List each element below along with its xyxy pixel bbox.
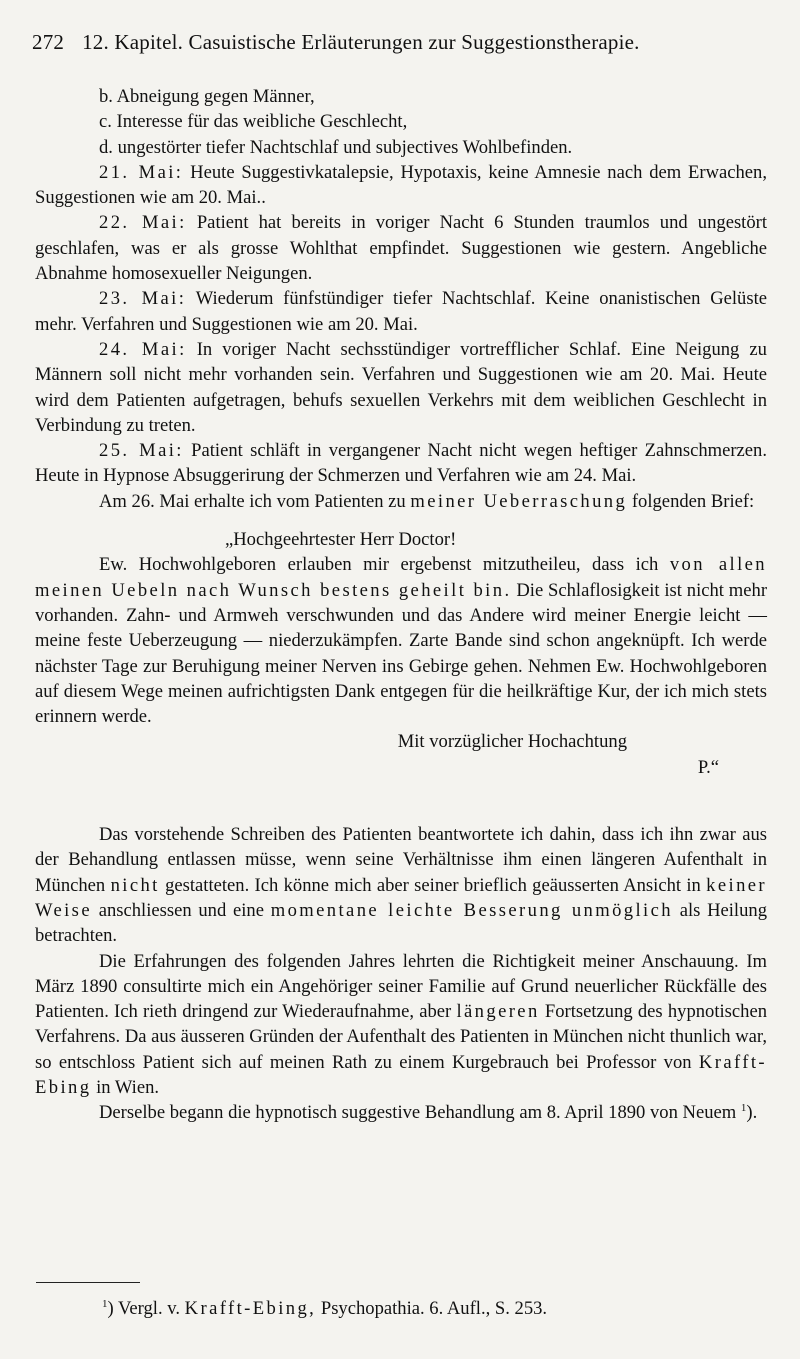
reply-emphasis-2: keiner Weise [35,874,768,921]
experience-text-b: Fortsetzung des hypnotischen Verfahrens. Da aus äusseren Gründen der Aufenthalt des Patienten in München nicht thunlich war, so entschloss Patient sich auf meinen Rath zu einem Kurgebrauch bei Professor von [35,1001,767,1073]
reply-text-b: gestatteten. Ich könne mich aber seiner brieflich geäusserten Ansicht in [165,874,701,896]
page-body [35,84,767,1126]
footnote-ref: 1 [740,1102,747,1115]
experience-emphasis-2: Krafft-Ebing [35,1051,767,1098]
paragraph-experience [35,949,767,1101]
reply-text-a: Das vorstehende Schreiben des Patienten beantwortete ich dahin, dass ich ihn zwar aus der Behandlung entlassen müsse, wenn seine Verhältnisse ihm einen längeren Aufenthalt in München [35,824,767,896]
paragraph-gap [35,780,767,822]
treatment-text: Derselbe begann die hypnotisch suggestive Behandlung am 8. April 1890 von Neuem [99,1102,737,1124]
entry-date: 23. Mai: [99,288,187,310]
entry-date: 21. Mai: [99,161,184,183]
reply-emphasis-1: nicht [110,874,160,896]
letter-emphasis: von allen meinen Uebeln nach Wunsch bestens geheilt bin. [35,554,767,601]
experience-text-a: Die Erfahrungen des folgenden Jahres lehrten die Richtigkeit meiner Anschauung. Im März 1890 consultirte mich ein Angehöriger seiner Familie auf Grund neuerlicher Rückfälle des Patienten. Ich rieth dringend zur Wiederaufnahme, aber [35,950,767,1023]
entry-text: Patient hat bereits in voriger Nacht 6 Stunden traumlos und ungestört geschlafen, was er als grosse Wohlthat empfindet. Suggestionen wie gestern. Angebliche Abnahme homosexueller Neigungen. [35,212,768,285]
letter-intro-text: Am 26. Mai erhalte ich vom Patienten zu [99,490,406,512]
entry-date: 25. Mai: [99,440,184,462]
list-item-c: c. Interesse für das weibliche Geschlecht, [99,111,408,133]
letter-salutation: „Hochgeehrtester Herr Doctor! [225,529,457,551]
list-item-b: b. Abneigung gegen Männer, [99,86,315,107]
letter-intro-emphasis: meiner Ueberraschung [410,490,628,512]
entry-24-mai [35,337,767,438]
letter-closing: Mit vorzüglicher Hochachtung [397,731,627,753]
treatment-text-end: ). [746,1102,758,1124]
entry-21-mai [35,160,767,211]
footnote-text-a: Vergl. v. [118,1298,180,1319]
experience-emphasis-1: längeren [456,1001,540,1023]
running-header [32,30,772,55]
entry-text: Wiederum fünfstündiger tiefer Nachtschlaf. Keine onanistischen Gelüste mehr. Verfahren und Suggestionen wie am 20. Mai. [35,288,767,335]
footnote-divider [36,1282,140,1283]
paragraph-reply [35,822,767,948]
footnote-emphasis: Krafft-Ebing, [184,1298,317,1319]
footnote [102,1298,547,1320]
footnote-marker: 1 [102,1297,108,1310]
letter-intro [35,489,767,514]
entry-date: 24. Mai: [99,338,187,360]
entry-text: Heute Suggestivkatalepsie, Hypotaxis, keine Amnesie nach dem Erwachen, Suggestionen wie am 20. Mai.. [35,161,767,209]
footnote-text-b: Psychopathia. 6. Aufl., S. 253. [320,1298,548,1319]
reply-text-c: anschliessen und eine [98,899,264,921]
reply-text-d: als Heilung betrachten. [35,899,767,947]
entry-23-mai [35,286,767,337]
paragraph-treatment [35,1100,767,1125]
list-item-d: d. ungestörter tiefer Nachtschlaf und subjectives Wohlbefinden. [99,136,573,158]
entry-text: In voriger Nacht sechsstündiger vortrefflicher Schlaf. Eine Neigung zu Männern soll nicht mehr vorhanden sein. Verfahren und Suggestionen wie am 20. Mai. Heute wird dem Patienten aufgetragen, behufs sexuellen Verkehrs mit dem weiblichen Geschlecht in Verbindung zu treten. [35,338,767,436]
letter-text-a: Ew. Hochwohlgeboren erlauben mir ergebenst mitzutheileu, dass ich [99,554,659,576]
running-title: 12. Kapitel. Casuistische Erläuterungen zur Suggestionstherapie. [82,30,640,54]
letter-intro-end: folgenden Brief: [631,490,755,512]
letter-text-b: Die Schlaflosigkeit ist nicht mehr vorhanden. Zahn- und Armweh verschwunden und das Andere wird meiner Energie leicht — meine feste Ueberzeugung — niederzukämpfen. Zarte Bande sind schon angeknüpft. Ich werde nächster Tage zur Beruhigung meiner Nerven ins Gebirge gehen. Nehmen Ew. Hochwohlgeboren auf diesem Wege meinen aufrichtigsten Dank entgegen für die heilkräftige Kur, der ich mich stets erinnern werde. [35,579,768,728]
entry-25-mai [35,438,767,489]
letter-signature: P.“ [697,756,719,778]
page-number: 272 [32,30,65,54]
entry-22-mai [35,210,767,286]
entry-text: Patient schläft in vergangener Nacht nicht wegen heftiger Zahnschmerzen. Heute in Hypnose Absuggerirung der Schmerzen und Verfahren wie am 24. Mai. [35,440,767,487]
entry-date: 22. Mai: [99,212,187,234]
letter-paragraph [35,552,767,729]
reply-emphasis-3: momentane leichte Besserung unmöglich [270,899,673,921]
footnote-marker-end: ) [107,1298,114,1319]
experience-text-c: in Wien. [96,1076,160,1098]
